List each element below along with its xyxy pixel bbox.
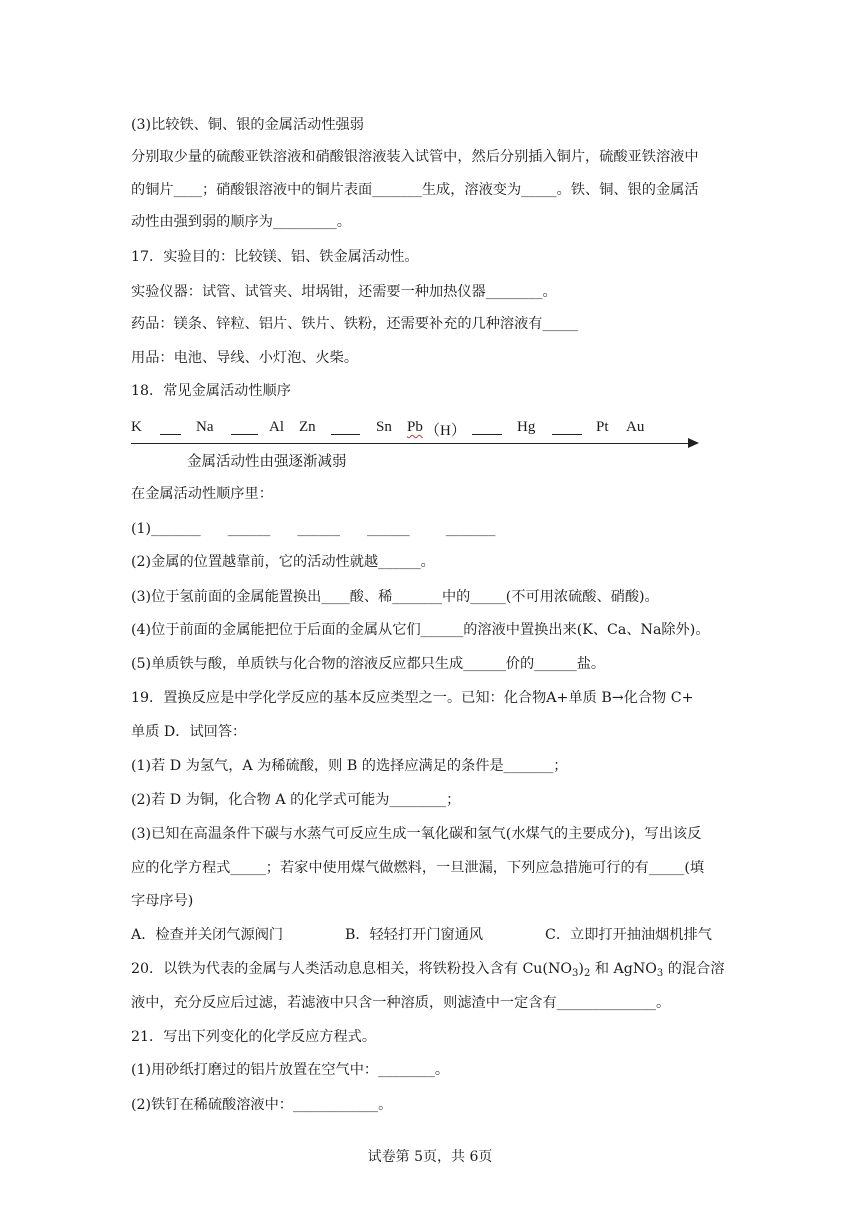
metal-symbol: Na: [196, 419, 214, 435]
question-19: 19．置换反应是中学化学反应的基本反应类型之一。已知：化合物A+单质 B→化合物 C+: [131, 690, 694, 706]
q20-text: ): [578, 961, 584, 977]
text-line: (3)比较铁、铜、银的金属活动性强弱: [131, 117, 364, 133]
text-line: 字母序号): [131, 893, 194, 909]
text-line: 分别取少量的硫酸亚铁溶液和硝酸银溶液装入试管中，然后分别插入铜片，硫酸亚铁溶液中: [131, 149, 699, 165]
q20-text: 20．以铁为代表的金属与人类活动息息相关，将铁粉投入含有 Cu(NO: [131, 961, 573, 977]
series-blank: [231, 434, 258, 435]
question-20: [131, 959, 725, 984]
question-17: 17．实验目的：比较镁、铝、铁金属活动性。: [131, 249, 419, 265]
text-line: 单质 D．试回答：: [131, 724, 247, 740]
metal-symbol: Zn: [299, 419, 316, 435]
text-line: (4)位于前面的金属能把位于后面的金属从它们______的溶液中置换出来(K、Ca、Na除外)。: [131, 622, 710, 638]
text-line: (2)金属的位置越靠前，它的活动性就越______。: [131, 554, 435, 570]
arrow-head-icon: [688, 438, 699, 448]
option-a: A．检查并关闭气源阀门: [131, 927, 284, 943]
blank-row: (1)_______ ______ ______ ______ _______: [131, 521, 496, 537]
series-blank: [331, 434, 360, 435]
series-blank: [472, 434, 502, 435]
q20-text: 和 AgNO: [590, 961, 657, 977]
metal-symbol: Hg: [517, 419, 536, 435]
text-line: (1)若 D 为氢气，A 为稀硫酸，则 B 的选择应满足的条件是_______；: [131, 758, 568, 774]
metal-symbol: Sn: [376, 419, 392, 435]
option-b: B．轻轻打开门窗通风: [345, 927, 484, 943]
series-blank: [160, 434, 181, 435]
text-line: (2)若 D 为铜，化合物 A 的化学式可能为________；: [131, 792, 461, 808]
metal-symbol: K: [131, 419, 142, 435]
subscript: 3: [656, 968, 664, 979]
text-line: 动性由强到弱的顺序为_________。: [131, 214, 351, 230]
text-line: 实验仪器：试管、试管夹、坩埚钳，还需要一种加热仪器________。: [131, 284, 557, 300]
subscript: 3: [572, 968, 579, 979]
metal-symbol: Pt: [596, 419, 609, 435]
metal-symbol: （H）: [425, 423, 466, 439]
metal-symbol: Au: [626, 419, 645, 435]
text-line: (1)用砂纸打磨过的铝片放置在空气中：________。: [131, 1062, 450, 1078]
arrow-line: [131, 443, 691, 444]
text-line: 液中，充分反应后过滤，若滤液中只含一种溶质，则滤渣中一定含有______________。: [131, 995, 671, 1011]
text-line: (3)已知在高温条件下碳与水蒸气可反应生成一氧化碳和氢气(水煤气的主要成分)，写出该反: [131, 826, 702, 842]
arrow-caption: 金属活动性由强逐渐减弱: [187, 454, 347, 470]
question-18: 18．常见金属活动性顺序: [131, 383, 291, 399]
option-c: C．立即打开抽油烟机排气: [545, 927, 712, 943]
page-footer: 试卷第 5页，共 6页: [367, 1149, 493, 1165]
text-line: (5)单质铁与酸，单质铁与化合物的溶液反应都只生成______价的______盐。: [131, 656, 606, 672]
series-blank: [552, 434, 582, 435]
text-line: (2)铁钉在稀硫酸溶液中：____________。: [131, 1097, 393, 1113]
text-line: 在金属活动性顺序里：: [131, 486, 273, 502]
metal-symbol: Pb: [407, 419, 423, 435]
text-line: 用品：电池、导线、小灯泡、火柴。: [131, 350, 359, 366]
text-line: 应的化学方程式_____；若家中使用煤气做燃料，一旦泄漏，下列应急措施可行的有_____(填: [131, 860, 705, 876]
q20-text: 的混合溶: [663, 961, 725, 977]
subscript: 2: [583, 968, 591, 979]
text-line: 药品：镁条、锌粒、铝片、铁片、铁粉，还需要补充的几种溶液有_____: [131, 316, 578, 332]
text-line: 的铜片____；硝酸银溶液中的铜片表面_______生成，溶液变为_____。铁、铜、银的金属活: [131, 182, 699, 198]
question-21: 21．写出下列变化的化学反应方程式。: [131, 1029, 377, 1045]
metal-symbol: Al: [269, 419, 284, 435]
activity-series-row: [131, 417, 711, 439]
text-line: (3)位于氢前面的金属能置换出____酸、稀_______中的_____(不可用浓硫酸、硝酸)。: [131, 589, 659, 605]
